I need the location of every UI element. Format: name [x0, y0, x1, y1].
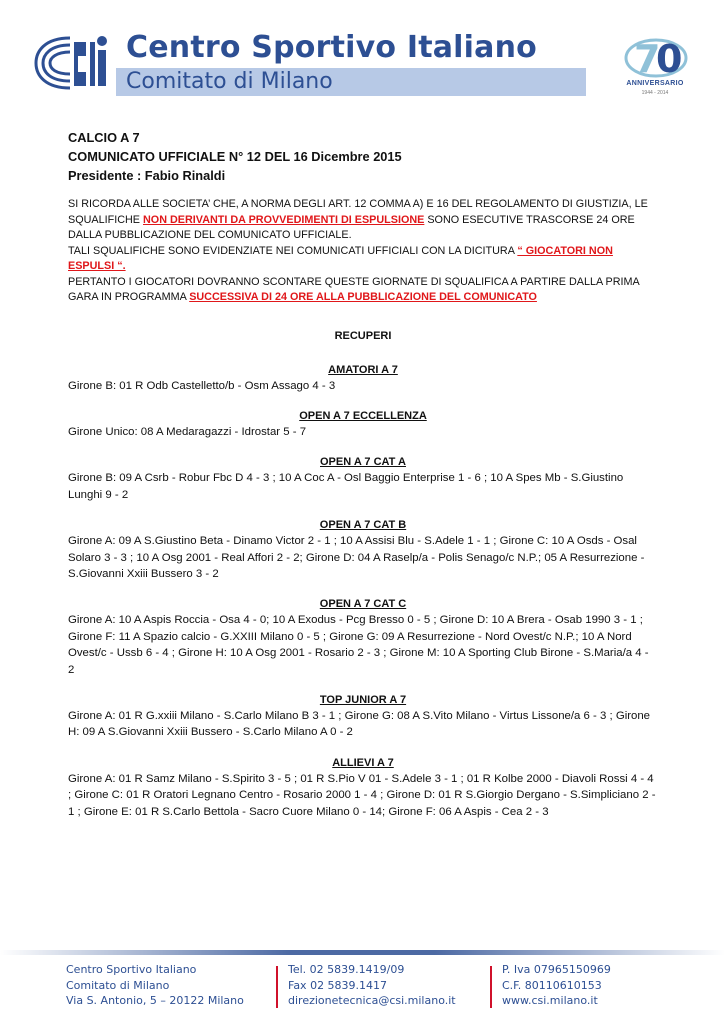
section-results: Girone Unico: 08 A Medaragazzi - Idrostar 5 - 7: [68, 425, 307, 438]
section-title: AMATORI A 7: [328, 363, 398, 376]
footer-fiscal: [502, 962, 611, 1009]
footer-phone: Tel. 02 5839.1419/09: [288, 963, 405, 976]
footer-street: Via S. Antonio, 5 – 20122 Milano: [66, 994, 244, 1007]
notice-highlight: NON DERIVANTI DA PROVVEDIMENTI DI ESPULSIONE: [143, 213, 425, 226]
footer-tax-code: C.F. 80110610153: [502, 978, 602, 992]
communique-body: [68, 126, 658, 820]
section-results: Girone A: 01 R G.xxiii Milano - S.Carlo Milano B 3 - 1 ; Girone G: 08 A S.Vito Milano - Virtus Lissone/a 6 - 3 ; Girone H: 09 A S.Giovanni Xxiii Bussero - S.Carlo Milano A 0 - 2: [68, 709, 651, 739]
notice-text: TALI SQUALIFICHE SONO EVIDENZIATE NEI COMUNICATI UFFICIALI CON LA DICITURA: [68, 244, 518, 257]
footer-divider: [0, 950, 725, 955]
committee-name: Comitato di Milano: [126, 69, 333, 94]
svg-text:7: 7: [634, 37, 661, 81]
recuperi-heading: RECUPERI: [334, 329, 392, 342]
sport-title: CALCIO A 7: [68, 130, 140, 145]
section-title: ALLIEVI A 7: [332, 756, 394, 769]
notice-highlight: “ GIOCATORI NON ESPULSI “.: [68, 244, 613, 272]
organization-name: Centro Sportivo Italiano: [126, 30, 537, 65]
csi-logo-icon: [30, 32, 118, 94]
section-amatori: [68, 362, 658, 394]
footer-org: Centro Sportivo Italiano: [66, 963, 197, 976]
section-title: OPEN A 7 CAT B: [319, 519, 407, 532]
section-title: TOP JUNIOR A 7: [319, 693, 407, 706]
footer-website-link[interactable]: www.csi.milano.it: [502, 994, 598, 1007]
footer-separator: [276, 966, 278, 1008]
section-open-cat-b: [68, 517, 658, 582]
section-results: Girone A: 10 A Aspis Roccia - Osa 4 - 0; 10 A Exodus - Pcg Bresso 0 - 5 ; Girone D: 10 A Brera - Osab 1990 3 - 1 ; Girone F: 11 A Spazio calcio - G.XXIII Milano 0 - 5 ; Girone G: 09 A Resurrezione - Nord Ovest/c N.P.; 10 A Nord Ovest/c - Ussb 6 - 4 ; Girone H: 10 A Osg 2001 - Rosario 2 - 3 ; Girone M: 10 A Sporting Club Birone - S.Maria/a 4 - 2: [68, 614, 649, 676]
footer-email-link[interactable]: direzionetecnica@csi.milano.it: [288, 994, 456, 1007]
communique-title: [68, 128, 658, 185]
footer-separator: [490, 966, 492, 1008]
anniversary-label: ANNIVERSARIO: [626, 80, 684, 87]
footer-committee: Comitato di Milano: [66, 978, 170, 992]
svg-text:0: 0: [656, 37, 683, 81]
section-open-eccellenza: [68, 408, 658, 440]
section-open-cat-c: [68, 596, 658, 678]
section-top-junior: [68, 692, 658, 741]
anniversary-years: 1944 - 2014: [641, 90, 669, 96]
section-results: Girone B: 01 R Odb Castelletto/b - Osm Assago 4 - 3: [68, 379, 336, 392]
section-results: Girone A: 01 R Samz Milano - S.Spirito 3 - 5 ; 01 R S.Pio V 01 - S.Adele 3 - 1 ; 01 R Kolbe 2000 - Diavoli Rossi 4 - 4 ; Girone C: 01 R Oratori Legnano Centro - Rosario 2000 1 - 4 ; Girone D: 01 R S.Giorgio Dergano - S.Simpliciano 2 - 1 ; Girone E: 01 R S.Carlo Bettola - Sacro Cuore Milano 0 - 14; Girone F: 06 A Aspis - Cea 2 - 3: [68, 772, 656, 818]
section-results: Girone A: 09 A S.Giustino Beta - Dinamo Victor 2 - 1 ; 10 A Assisi Blu - S.Adele 1 - 1 ; Girone C: 10 A Osds - Osal Solaro 3 - 3 ; 10 A Osg 2001 - Real Affori 2 - 2; Girone D: 04 A Raselp/a - Polis Senago/c N.P.; 05 A Resurrezione - S.Giovanni Xxiii Bussero 3 - 2: [68, 535, 645, 580]
section-results: Girone B: 09 A Csrb - Robur Fbc D 4 - 3 ; 10 A Coc A - Osl Baggio Enterprise 1 - 6 ; 10 A Spes Mb - S.Giustino Lunghi 9 - 2: [68, 472, 624, 501]
section-title: OPEN A 7 ECCELLENZA: [299, 409, 427, 422]
footer-address: [66, 962, 244, 1009]
president-line: Presidente : Fabio Rinaldi: [68, 168, 226, 183]
notice-text: SONO ESECUTIVE TRASCORSE 24 ORE DALLA PUBBLICAZIONE DEL COMUNICATO UFFICIALE.: [68, 213, 635, 241]
communique-number: COMUNICATO UFFICIALE N° 12 DEL 16 Dicembre 2015: [68, 149, 402, 164]
anniversary-70-logo-icon: [612, 32, 698, 98]
section-title: OPEN A 7 CAT C: [319, 598, 407, 611]
notice-highlight: SUCCESSIVA DI 24 ORE ALLA PUBBLICAZIONE DEL COMUNICATO: [189, 291, 537, 303]
section-title: OPEN A 7 CAT A: [320, 456, 406, 469]
letterhead: [0, 0, 725, 120]
footer-fax: Fax 02 5839.1417: [288, 978, 388, 992]
suspension-notice: [68, 197, 658, 306]
footer-contacts: [288, 962, 456, 1009]
notice-text: SI RICORDA ALLE SOCIETA’ CHE, A NORMA DEGLI ART. 12 COMMA A) E 16 DEL REGOLAMENTO DI GIUSTIZIA, LE SQUALIFICHE: [68, 198, 648, 226]
section-open-cat-a: [68, 454, 658, 503]
section-allievi: [68, 755, 658, 820]
footer-vat: P. Iva 07965150969: [502, 963, 611, 976]
notice-text: PERTANTO I GIOCATORI DOVRANNO SCONTARE QUESTE GIORNATE DI SQUALIFICA A PARTIRE DALLA PRIMA GARA IN PROGRAMMA: [68, 275, 640, 303]
